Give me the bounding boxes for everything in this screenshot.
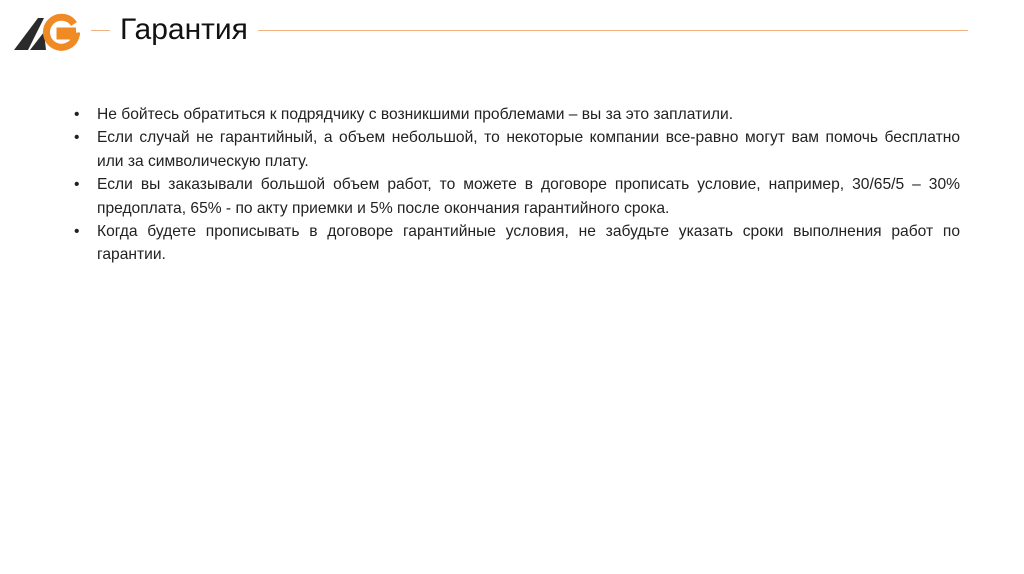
bullet-item: • Не бойтесь обратиться к подрядчику с возникшими проблемами – вы за это заплатили.: [74, 103, 960, 126]
title-rule-right: [258, 30, 968, 31]
title-rule-left: [91, 30, 110, 31]
page-title: Гарантия: [120, 13, 248, 46]
bullet-item: • Если случай не гарантийный, а объем небольшой, то некоторые компании все-равно могут вам помочь бесплатно или за символическую плату.: [74, 126, 960, 173]
bullet-item: • Если вы заказывали большой объем работ, то можете в договоре прописать условие, например, 30/65/5 – 30% предоплата, 65% - по акту приемки и 5% после окончания гарантийного срока.: [74, 173, 960, 220]
bullet-item: • Когда будете прописывать в договоре гарантийные условия, не забудьте указать сроки выполнения работ по гарантии.: [74, 220, 960, 267]
company-logo: [14, 12, 80, 52]
bullet-list: [74, 103, 960, 267]
